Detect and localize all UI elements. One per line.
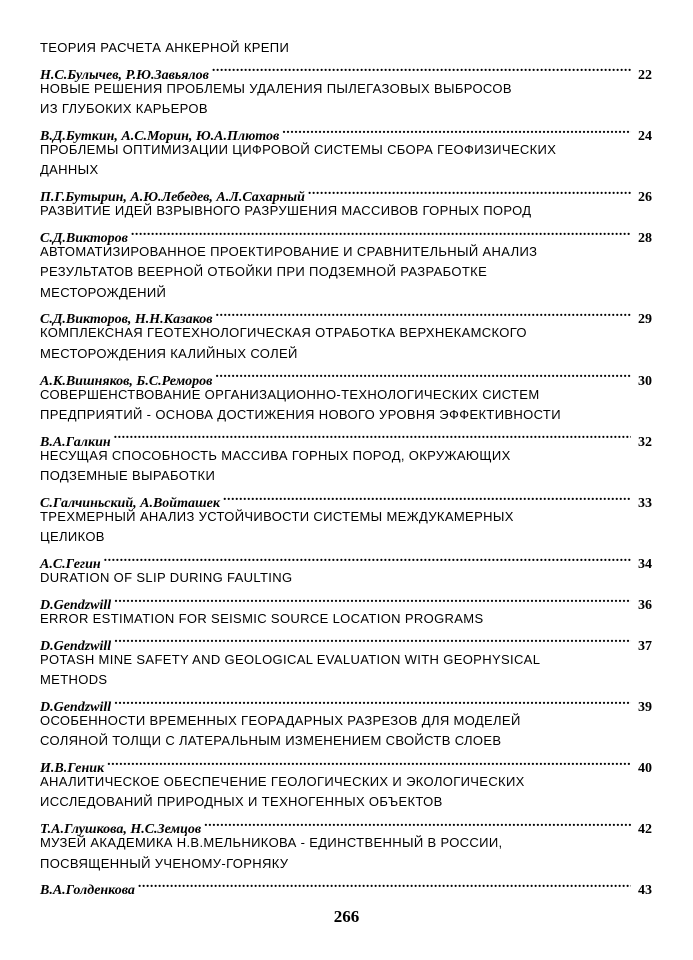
entry-authors: В.А.Галкин [40,434,111,450]
entry-authors: С.Галчиньский, А.Войташек [40,495,220,511]
entry-authors: Н.С.Булычев, Р.Ю.Завьялов [40,67,209,83]
entry-authors: И.В.Геник [40,761,105,777]
entry-title-line: НЕСУЩАЯ СПОСОБНОСТЬ МАССИВА ГОРНЫХ ПОРОД, ОКРУЖАЮЩИХ [40,447,511,463]
entry-title-line: ПРЕДПРИЯТИЙ - ОСНОВА ДОСТИЖЕНИЯ НОВОГО УРОВНЯ ЭФФЕКТИВНОСТИ [40,407,561,423]
entry-author-line [40,425,652,450]
dot-leader [114,589,631,609]
entry-title-line: METHODS [40,672,108,688]
entry-author-line [40,58,652,83]
dot-leader [107,752,631,772]
toc-entry [40,772,652,838]
dot-leader [204,813,631,833]
entry-authors: В.А.Голденкова [40,883,135,899]
entry-title-line: ДАННЫХ [40,162,99,178]
dot-leader [131,222,631,242]
toc-entry [40,609,652,654]
dot-leader [282,120,631,140]
entry-author-line [40,752,652,777]
entry-author-line [40,813,652,838]
dot-leader [212,58,631,78]
entry-author-line [40,629,652,654]
toc-entry [40,201,652,246]
entry-title-line: РАЗВИТИЕ ИДЕЙ ВЗРЫВНОГО РАЗРУШЕНИЯ МАССИВОВ ГОРНЫХ ПОРОД [40,203,532,219]
entry-page-number: 36 [638,597,652,613]
toc-entry [40,446,652,511]
toc-entry [40,385,652,450]
dot-leader [215,303,631,323]
entry-page-number: 29 [638,312,652,328]
entry-title-line: ОСОБЕННОСТИ ВРЕМЕННЫХ ГЕОРАДАРНЫХ РАЗРЕЗОВ ДЛЯ МОДЕЛЕЙ [40,712,521,728]
entry-author-line [40,181,652,206]
entry-author-line [40,874,652,899]
toc-entry [40,650,652,715]
entry-author-line [40,589,652,613]
entry-title-line: ТРЕХМЕРНЫЙ АНАЛИЗ УСТОЙЧИВОСТИ СИСТЕМЫ МЕЖДУКАМЕРНЫХ [40,508,514,524]
toc-entry [40,833,652,899]
entry-page-number: 26 [638,190,652,206]
entry-authors: С.Д.Викторов, Н.Н.Казаков [40,312,213,328]
entry-title-line: КОМПЛЕКСНАЯ ГЕОТЕХНОЛОГИЧЕСКАЯ ОТРАБОТКА ВЕРХНЕКАМСКОГО [40,325,527,341]
toc-entry [40,711,652,777]
toc-entry [40,568,652,613]
entry-title-line: POTASH MINE SAFETY AND GEOLOGICAL EVALUATION WITH GEOPHYSICAL [40,651,541,667]
entry-authors: Т.А.Глушкова, Н.С.Земцов [40,822,202,838]
entry-authors: П.Г.Бутырин, А.Ю.Лебедев, А.Л.Сахарный [40,190,305,206]
entry-title-line: МУЗЕЙ АКАДЕМИКА Н.В.МЕЛЬНИКОВА - ЕДИНСТВЕННЫЙ В РОССИИ, [40,835,503,851]
entry-authors: D.Gendzwill [40,597,112,613]
entry-title-line: ПРОБЛЕМЫ ОПТИМИЗАЦИИ ЦИФРОВОЙ СИСТЕМЫ СБОРА ГЕОФИЗИЧЕСКИХ [40,141,557,157]
entry-page-number: 30 [638,373,652,389]
entry-author-line [40,487,652,511]
entry-title-line: ERROR ESTIMATION FOR SEISMIC SOURCE LOCATION PROGRAMS [40,610,484,626]
toc-entry [40,242,652,328]
entry-page-number: 32 [638,434,652,450]
dot-leader [138,874,631,894]
entry-title-line: НОВЫЕ РЕШЕНИЯ ПРОБЛЕМЫ УДАЛЕНИЯ ПЫЛЕГАЗОВЫХ ВЫБРОСОВ [40,80,512,96]
entry-page-number: 24 [638,128,652,144]
entry-author-line [40,120,652,144]
toc-entry [40,140,652,206]
entry-page-number: 40 [638,761,652,777]
entry-page-number: 34 [638,557,652,573]
dot-leader [308,181,631,201]
dot-leader [114,691,631,711]
dot-leader [114,629,631,649]
entry-author-line [40,548,652,573]
page-number: 266 [333,907,360,926]
entry-title-line: АНАЛИТИЧЕСКОЕ ОБЕСПЕЧЕНИЕ ГЕОЛОГИЧЕСКИХ И ЭКОЛОГИЧЕСКИХ [40,774,525,790]
entry-title-line: АВТОМАТИЗИРОВАННОЕ ПРОЕКТИРОВАНИЕ И СРАВНИТЕЛЬНЫЙ АНАЛИЗ [40,243,538,259]
entry-page-number: 33 [638,495,652,511]
entry-title-line: СОВЕРШЕНСТВОВАНИЕ ОРГАНИЗАЦИОННО-ТЕХНОЛОГИЧЕСКИХ СИСТЕМ [40,386,540,402]
toc-entry [40,507,652,573]
entry-author-line [40,303,652,328]
entry-page-number: 43 [638,883,652,899]
entry-title-line: ЦЕЛИКОВ [40,529,105,545]
entry-page-number: 42 [638,822,652,838]
entry-page-number: 22 [638,67,652,83]
table-of-contents [40,38,652,899]
entry-title-line: ПОСВЯЩЕННЫЙ УЧЕНОМУ-ГОРНЯКУ [40,855,289,871]
entry-authors: С.Д.Викторов [40,230,128,246]
entry-title-line: ИЗ ГЛУБОКИХ КАРЬЕРОВ [40,101,208,117]
entry-title-line: ПОДЗЕМНЫЕ ВЫРАБОТКИ [40,468,216,484]
dot-leader [215,364,631,384]
dot-leader [223,487,631,507]
entry-authors: D.Gendzwill [40,638,112,654]
entry-authors: В.Д.Буткин, А.С.Морин, Ю.А.Плютов [40,128,280,144]
entry-authors: А.К.Вишняков, Б.С.Реморов [40,373,213,389]
entry-author-line [40,364,652,389]
toc-entry [40,79,652,144]
entry-author-line [40,691,652,715]
entry-title-line: ИССЛЕДОВАНИЙ ПРИРОДНЫХ И ТЕХНОГЕННЫХ ОБЪЕКТОВ [40,794,443,810]
entry-title-line: РЕЗУЛЬТАТОВ ВЕЕРНОЙ ОТБОЙКИ ПРИ ПОДЗЕМНОЙ РАЗРАБОТКЕ [40,264,488,280]
entry-author-line [40,222,652,246]
toc-entry [40,38,652,83]
entry-authors: А.С.Гегин [40,557,101,573]
entry-authors: D.Gendzwill [40,699,112,715]
dot-leader [104,548,631,568]
entry-title-line: DURATION OF SLIP DURING FAULTING [40,570,293,586]
entry-title-line: СОЛЯНОЙ ТОЛЩИ С ЛАТЕРАЛЬНЫМ ИЗМЕНЕНИЕМ СВОЙСТВ СЛОЕВ [40,733,502,749]
entry-title-line: МЕСТОРОЖДЕНИЙ [40,284,167,300]
toc-entry [40,323,652,389]
entry-title-line: ТЕОРИЯ РАСЧЕТА АНКЕРНОЙ КРЕПИ [40,40,290,55]
entry-page-number: 37 [638,638,652,654]
entry-page-number: 39 [638,699,652,715]
entry-page-number: 28 [638,230,652,246]
entry-title-line: МЕСТОРОЖДЕНИЯ КАЛИЙНЫХ СОЛЕЙ [40,345,298,361]
dot-leader [114,425,631,445]
